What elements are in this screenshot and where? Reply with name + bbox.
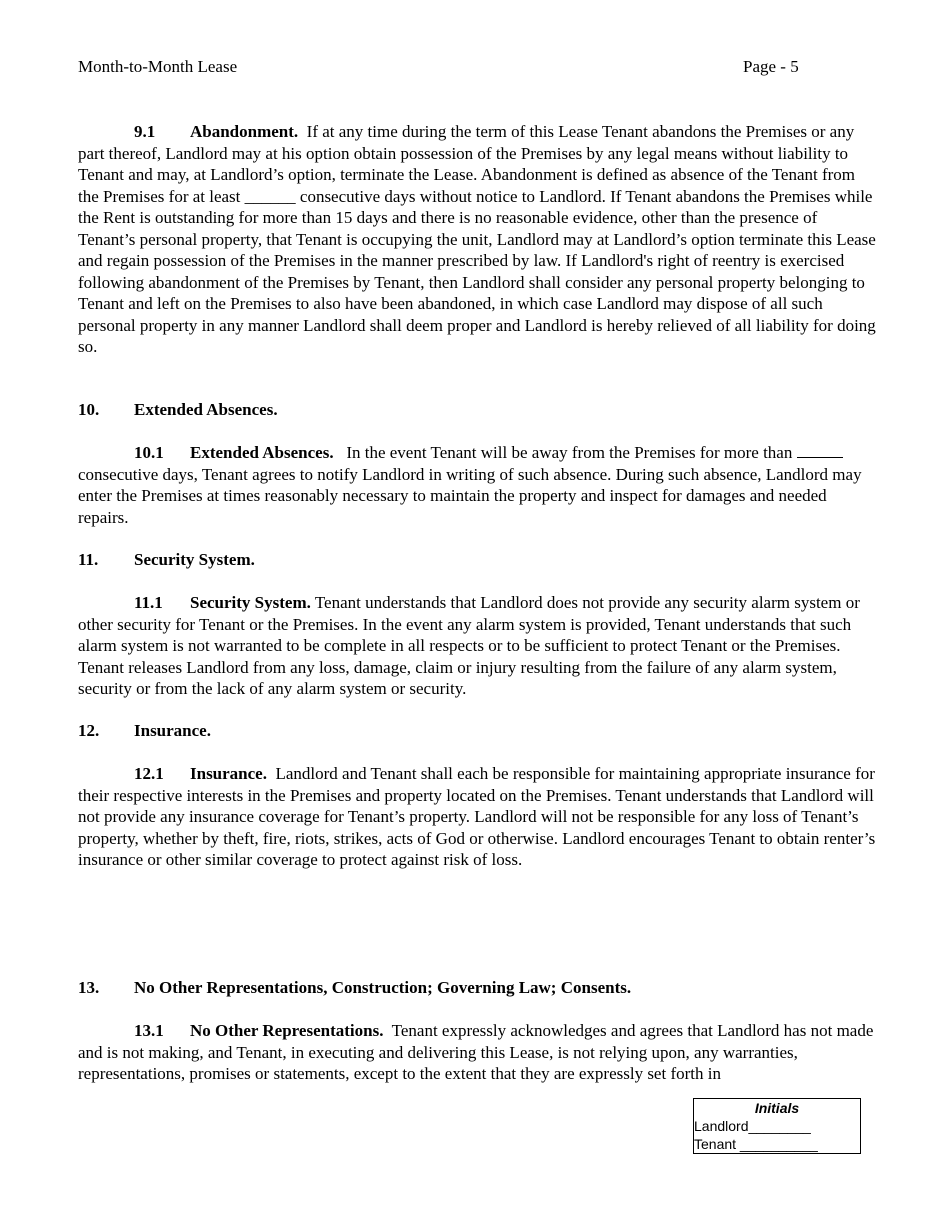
section-10-heading <box>78 399 278 420</box>
section-title: Security System. <box>134 550 255 569</box>
clause-number: 10.1 <box>134 443 164 462</box>
clause-text: If at any time during the term of this Lease Tenant abandons the Premises or any part thereof, Landlord may at his option obtain possession of the Premises by any legal means without liability to Tenant and may, at Landlord’s option, terminate the Lease. Abandonment is defined as absence of the Tenant from the Premises for at least ______ consecutive days without notice to Landlord. If Tenant abandons the Premises while the Rent is outstanding for more than 15 days and there is no reasonable evidence, other than the presence of Tenant’s personal property, that Tenant is occupying the unit, Landlord may at Landlord’s option terminate this Lease and regain possession of the Premises in the manner prescribed by law. If Landlord's right of reentry is exercised following abandonment of the Premises by Tenant, then Landlord shall consider any personal property belonging to Tenant and left on the Premises to also have been abandoned, in which case Landlord may dispose of all such personal property in any manner Landlord shall deem proper and Landlord is hereby relieved of all liability for doing so. <box>78 122 876 356</box>
clause-text: Landlord and Tenant shall each be responsible for maintaining appropriate insurance for their respective interests in the Premises and property located on the Premises. Tenant understands that Landlord will not provide any insurance coverage for Tenant’s property. Landlord will not be responsible for any loss of Tenant’s property, whether by theft, fire, riots, strikes, acts of God or otherwise. Landlord encourages Tenant to obtain renter’s insurance or other similar coverage to protect against risk of loss. <box>78 764 876 869</box>
section-title: No Other Representations, Construction; Governing Law; Consents. <box>134 978 632 997</box>
section-11-heading <box>78 549 255 570</box>
clause-text: Tenant expressly acknowledges and agrees that Landlord has not made and is not making, and Tenant, in executing and delivering this Lease, is not relying upon, any warranties, representations, promises or statements, except to the extent that they are expressly set forth in <box>78 1021 874 1083</box>
fill-in-blank <box>797 456 843 458</box>
tenant-initials-line: Tenant __________ <box>694 1136 818 1152</box>
section-number: 11. <box>78 550 99 569</box>
section-number: 13. <box>78 978 100 997</box>
section-title: Extended Absences. <box>134 400 278 419</box>
clause-number: 12.1 <box>134 764 164 783</box>
initials-title: Initials <box>754 1100 800 1116</box>
section-title: Insurance. <box>134 721 211 740</box>
section-13-heading <box>78 977 631 998</box>
clause-number: 9.1 <box>134 122 156 141</box>
clause-number: 13.1 <box>134 1021 164 1040</box>
section-12-heading <box>78 720 211 741</box>
clause-title: Security System. <box>190 593 311 612</box>
section-number: 10. <box>78 400 100 419</box>
clause-title: Extended Absences. <box>190 443 334 462</box>
clause-text: In the event Tenant will be away from the Premises for more than <box>346 443 793 462</box>
section-number: 12. <box>78 721 100 740</box>
header-title: Month-to-Month Lease <box>78 57 238 76</box>
clause-10-1 <box>78 442 878 528</box>
clause-11-1 <box>78 592 878 700</box>
landlord-initials-line: Landlord________ <box>694 1118 811 1134</box>
clause-number: 11.1 <box>134 593 163 612</box>
clause-12-1 <box>78 763 878 871</box>
clause-13-1 <box>78 1020 878 1085</box>
clause-text-continued: consecutive days, Tenant agrees to notify Landlord in writing of such absence. During such absence, Landlord may enter the Premises at times reasonably necessary to maintain the property and inspect for damages and needed repairs. <box>78 464 862 527</box>
page-number: Page - 5 <box>743 57 799 76</box>
clause-title: Insurance. <box>190 764 267 783</box>
clause-title: Abandonment. <box>190 122 299 141</box>
clause-9-1 <box>78 121 878 358</box>
initials-box <box>693 1098 861 1154</box>
clause-title: No Other Representations. <box>190 1021 384 1040</box>
clause-text: Tenant understands that Landlord does not provide any security alarm system or other security for Tenant or the Premises. In the event any alarm system is provided, Tenant understands that such alarm system is not warranted to be complete in all respects or to be sufficient to protect Tenant or the Premises. Tenant releases Landlord from any loss, damage, claim or injury resulting from the failure of any alarm system, security or from the lack of any alarm system or security. <box>78 593 860 698</box>
